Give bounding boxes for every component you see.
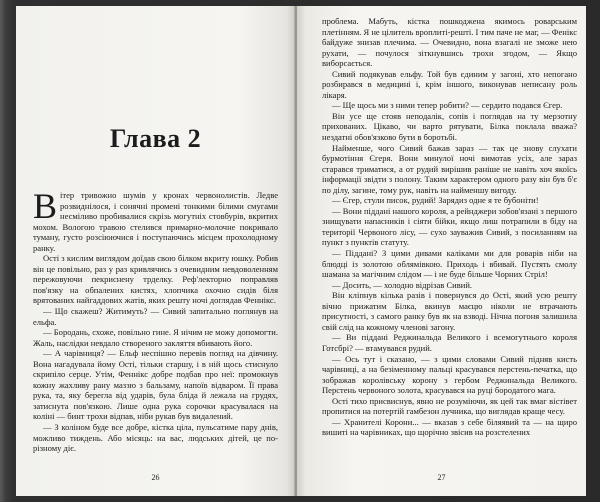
paragraph: Він усе ще стояв неподалік, сопів і поглядав на ту мерзотну прихованих. Цікаво, чи варто рятувати, Білка поклала вважа? нездатні обов'язково бути в боротьбі. bbox=[322, 110, 577, 143]
paragraph: — А чарівниця? — Ельф неспішно перевів погляд на дівчину. Вона нагадувала йому Ості, тільки старшу, і в ній щось стиснуло скрипіло серце. Утім, Феннікс добре подбав про неї: промокнув кожну жахливу рану маззю з бальзаму, напоїв відваром. Її права рука, та, яку берегла від ударів, була бліда й лежала на грудях, затиснута пов'язкою. Лише одна рука сорочки красувалася на коліні — бинт трохи відпав, ніби рукав був видалений. bbox=[33, 348, 278, 422]
right-page-text bbox=[322, 16, 577, 438]
paragraph: Ості з кислим виглядом доїдав свою білком вкриту юшку. Робив він це повільно, раз у раз кривлячись з очевидним невдоволенням пережовуючи пекриснену трделку. Реф'лекторно поправляв пов'язку на обпалених кистях, хлопчика охочно сидів біля врятованих найгаддових жатів, яких решту ночі доглядав Феннікс. bbox=[33, 253, 278, 306]
paragraph: Ості тихо присвиснув, явно не розуміючи, як цей так вмаг вістівет пропитися на потертій гамбезон лучника, що виглядав краще чесу. bbox=[322, 395, 577, 417]
left-page bbox=[16, 6, 295, 496]
chapter-title: Глава 2 bbox=[109, 124, 202, 153]
paragraph: — Ось тут і сказано, — з цими словами Сивий підняв кисть чарівниці, а на безіменному пальці красувався перстень-печатка, що зображав королівську корону з гербом Реджинальда Великого. Перстень червоного золота, красувався на руці бородатого мага. bbox=[322, 353, 577, 396]
right-page bbox=[297, 6, 586, 496]
paragraph: — Що скажеш? Житимуть? — Сивий запитально поглянув на ельфа. bbox=[33, 306, 278, 327]
paragraph: — Ще щось ми з ними тепер робити? — сердито подався Єгер. bbox=[332, 100, 563, 111]
paragraph: — Хранителі Корони... — вказав з себе біляявий та — на щиро вишиті на чарівниках, що щорічно звісив на розстелених bbox=[322, 416, 577, 438]
paragraph: проблема. Мабуть, кістка пошкоджена якимось роварським плетінням. Я не цілитель вроплиті-решті. І тим паче не маг, — Фенікс байдуже знизав плечима. — Очевидно, вона взагалі не зможе нею рухати, — почулося зіткнувшись трохи згодом, — Якщо виборсається. bbox=[322, 16, 577, 69]
paragraph: — Досить, — холодно відрізав Сивий. bbox=[332, 279, 473, 290]
paragraph: — Ви піддані Реджинальда Великого і всемогутнього короля Готсбрі? — втамувався рудий. bbox=[322, 332, 577, 353]
paragraph: — З коліном буде все добре, кістка ціла, пульсатиме пару днів, можливо тиждень. Або місяць: на вас, людських дітей, це по-різному діє. bbox=[33, 422, 278, 454]
paragraph: Вітер тривожно шумів у кронах червонолистів. Ледве розвиднілося, і сонячні промені тонкими білими смугами несміливо пробивалися скрізь могутніх стовбурів, вкритих мохом. Вологою травою стелився примарно-молочне покривало туману, густо розсіюючися і поступаючись місцем прохолодному ранку. bbox=[33, 186, 278, 253]
dropcap: В bbox=[33, 186, 58, 226]
paragraph: — Єгер, стули писок, рудий! Зарядиз одне я те бубоніти! bbox=[332, 195, 539, 206]
paragraph: — Бородань, схоже, повільно гине. Я нічим не можу допомогти. Жаль, наслідки невдало створеного закляття вбивають його. bbox=[33, 327, 278, 348]
paragraph: — Вони піддані нашого короля, а рейнджери зобов'язані з першого знищувати напасників і сіяти бійки, якщо лиш потрапили в біду на території Червоного лісу, — сухо зауважив Сивий, з посиланням на пункт з пунктів статуту. bbox=[322, 205, 577, 248]
paragraph: Він кліпнув кілька разів і повернувся до Ості, який усю решту вічно прижатим Білка, вкинув маєцю ніколи не втрачають присутності, з самого ранку був як на взводі. Нічна погоня залишила свій слід на кожному членові загону. bbox=[322, 290, 577, 332]
paragraph: Сивий подякував ельфу. Той був єдиним у загоні, хто непогано розбирався в медицині і, крім іншого, виконував неписану роль лікаря. bbox=[322, 68, 577, 100]
page-number: 26 bbox=[151, 473, 160, 482]
left-page-text bbox=[33, 186, 278, 454]
page-number: 27 bbox=[437, 473, 446, 482]
paragraph: — Піддані? З цими дивами каліками ми для роварів ніби на блюдці із золотою облямівкою. Приходь і вбивай. Пустять смолу шамана за магічним слідом — і не буде більше Чорних Стріл! bbox=[322, 248, 577, 280]
paragraph: Найменше, чого Сивий бажав зараз — так це знову слухати бурмотіння Єгеря. Вони минулої ночі вимотав усіх, але зараз старався триматися, а от рудий вирішив раніше не навіть хоч якоїсь інформації звідти з полону. Таким характером одного разу він був б'є по ділу, загине, тому рук, навіть на найменшу вигоду. bbox=[322, 142, 577, 195]
